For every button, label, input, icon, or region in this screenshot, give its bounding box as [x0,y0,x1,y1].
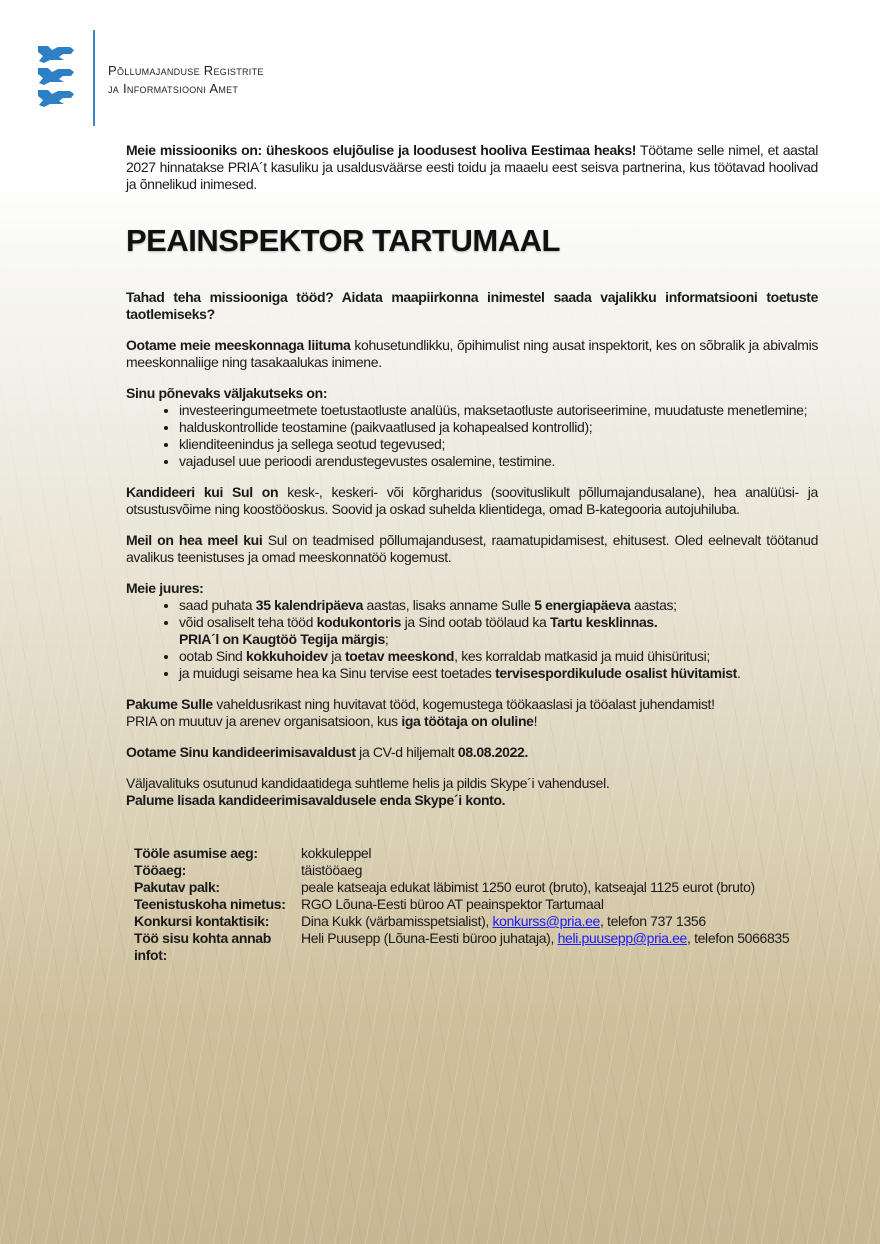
org-line-2: ja Informatsiooni Amet [108,81,239,96]
bold-text: Meil on hea meel kui [126,532,263,548]
paragraph [126,532,818,566]
mission-statement [126,142,818,193]
paragraph [126,744,818,761]
paragraph [126,696,818,730]
closing-paragraphs [126,696,818,809]
bold-text: iga töötaja on oluline [401,713,534,729]
list-item [179,419,818,436]
text-segment: ja muidugi seisame hea ka Sinu tervise eest toetades [179,665,496,681]
list-item [179,453,818,470]
email-link[interactable]: konkurss@pria.ee [492,913,600,929]
text-segment: , kes korraldab matkasid ja muid ühisüritusi; [454,648,710,664]
text-segment: Töötame selle nimel, et aastal 2027 hinnatakse PRIA´t kasuliku ja usaldusväärse eesti toidu ja maaelu eest seisva partnerina, kus töötavad hoolivad ja õnnelikud inimesed. [126,142,819,192]
info-label: Tööle asumise aeg: [134,845,258,861]
bold-text: Meie missiooniks on: üheskoos elujõulise ja loodusest hooliva Eestimaa heaks! [126,142,637,158]
list-item [179,648,818,665]
benefits-list [126,597,818,682]
bold-text: Kandideeri kui Sul on [126,484,279,500]
paragraph [126,337,818,371]
bold-text: toetav meeskond [345,648,455,664]
info-label: Tööaeg: [134,862,186,878]
info-value [301,879,789,896]
info-value [301,913,789,930]
challenges-section [126,385,818,470]
list-item [179,614,818,648]
text-segment: , telefon 5066835 [687,930,790,946]
text-segment: saad puhata [179,597,256,613]
list-item [179,665,818,682]
bold-text: tervisespordikulude osalist hüvitamist [495,665,737,681]
text-segment: investeeringumeetmete toetustaotluste analüüs, maksetaotluste autoriseerimine, muudatuste menetlemine; [179,402,808,418]
list-item [179,597,818,614]
bold-text: Tahad teha missiooniga tööd? Aidata maapiirkonna inimestel saada vajalikku informatsiooni toetuste taotlemiseks? [126,289,818,322]
intro-paragraphs [126,289,818,371]
header-divider [93,30,95,126]
bold-text: Ootame meie meeskonnaga liituma [126,337,351,353]
info-label: Pakutav palk: [134,879,220,895]
benefits-section [126,580,818,682]
text-segment: ! [533,713,538,729]
text-segment: halduskontrollide teostamine (paikvaatlused ja kohapealsed kontrollid); [179,419,593,435]
bold-text: 08.08.2022. [457,744,529,760]
paragraph [126,289,818,323]
text-segment: klienditeenindus ja sellega seotud tegevused; [179,436,446,452]
info-label: Töö sisu kohta annab infot: [134,930,271,963]
text-segment: , telefon 737 1356 [599,913,706,929]
bold-text: kodukontoris [316,614,402,630]
text-segment: ja Sind ootab töölaud ka [401,614,550,630]
text-segment: Dina Kukk (värbamisspetsialist), [301,913,493,929]
bold-text: Ootame Sinu kandideerimisavaldust [126,744,356,760]
text-segment: peale katseaja edukat läbimist 1250 eurot (bruto), katseajal 1125 eurot (bruto) [301,879,755,895]
email-link[interactable]: heli.puusepp@pria.ee [557,930,687,946]
job-title: PEAINSPEKTOR TARTUMAAL [126,223,560,258]
bold-text: PRIA´l on Kaugtöö Tegija märgis [179,631,385,647]
challenges-heading: Sinu põnevaks väljakutseks on: [126,385,328,401]
coat-of-arms-logo-icon [36,42,78,115]
bold-text: Palume lisada kandideerimisavaldusele enda Skype´i konto. [126,792,506,808]
bold-text: 35 kalendripäeva [255,597,364,613]
organization-name [108,62,264,98]
text-segment: ja [327,648,345,664]
bold-text: Pakume Sulle [126,696,213,712]
text-segment: PRIA on muutuv ja arenev organisatsioon, kus [126,713,402,729]
benefits-heading: Meie juures: [126,580,204,596]
text-segment: vaheldusrikast ning huvitavat tööd, kogemustega töökaaslasi ja tööalast juhendamist! [212,696,715,712]
info-value [301,896,789,913]
info-row [134,930,789,964]
info-row [134,896,789,913]
bold-text: kokkuhoidev [245,648,328,664]
text-segment: Heli Puusepp (Lõuna-Eesti büroo juhataja), [301,930,558,946]
paragraph [126,484,818,518]
text-segment: kohusetundlikku, õpihimulist ning ausat inspektorit, kes on sõbralik ja abivalmis meeskonnaliige ning tasakaalukas inimene. [126,337,819,370]
info-value [301,845,789,862]
job-ad-content [126,142,818,964]
text-segment: Sul on teadmised põllumajandusest, raamatupidamisest, ehitusest. Oled eelnevalt töötanud avalikus teenistuses ja omad meeskonnatöö kogemust. [126,532,819,565]
info-row [134,845,789,862]
text-segment: täistööaeg [301,862,363,878]
text-segment: kokkuleppel [301,845,372,861]
info-row [134,862,789,879]
text-segment: võid osaliselt teha tööd [179,614,317,630]
text-segment: Väljavalituks osutunud kandidaatidega suhtleme helis ja pildis Skype´i vahendusel. [126,775,610,791]
info-label: Teenistuskoha nimetus: [134,896,286,912]
bold-text: 5 energiapäeva [534,597,631,613]
requirements-paragraphs [126,484,818,566]
text-segment: aastas, lisaks anname Sulle [363,597,535,613]
info-row [134,913,789,930]
text-segment: aastas; [630,597,677,613]
info-value [301,930,789,964]
text-segment: ja CV-d hiljemalt [355,744,458,760]
list-item [179,436,818,453]
text-segment: RGO Lõuna-Eesti büroo AT peainspektor Tartumaal [301,896,604,912]
text-segment: ; [384,631,389,647]
info-label: Konkursi kontaktisik: [134,913,270,929]
text-segment: . [736,665,741,681]
list-item [179,402,818,419]
text-segment: ootab Sind [179,648,246,664]
text-segment: vajadusel uue perioodi arendustegevustes osalemine, testimine. [179,453,555,469]
challenges-list [126,402,818,470]
bold-text: Tartu kesklinnas. [549,614,658,630]
org-line-1: Põllumajanduse Registrite [108,63,264,78]
info-row [134,879,789,896]
paragraph [126,775,818,809]
text-segment: kesk-, keskeri- või kõrgharidus (soovituslikult põllumajandusalane), hea analüüsi- ja otsustusvõime ning koostööoskus. Soovid ja oskad suhelda klientidega, omad B-kategooria autojuhiluba. [126,484,818,517]
info-value [301,862,789,879]
job-info-table [134,845,789,964]
